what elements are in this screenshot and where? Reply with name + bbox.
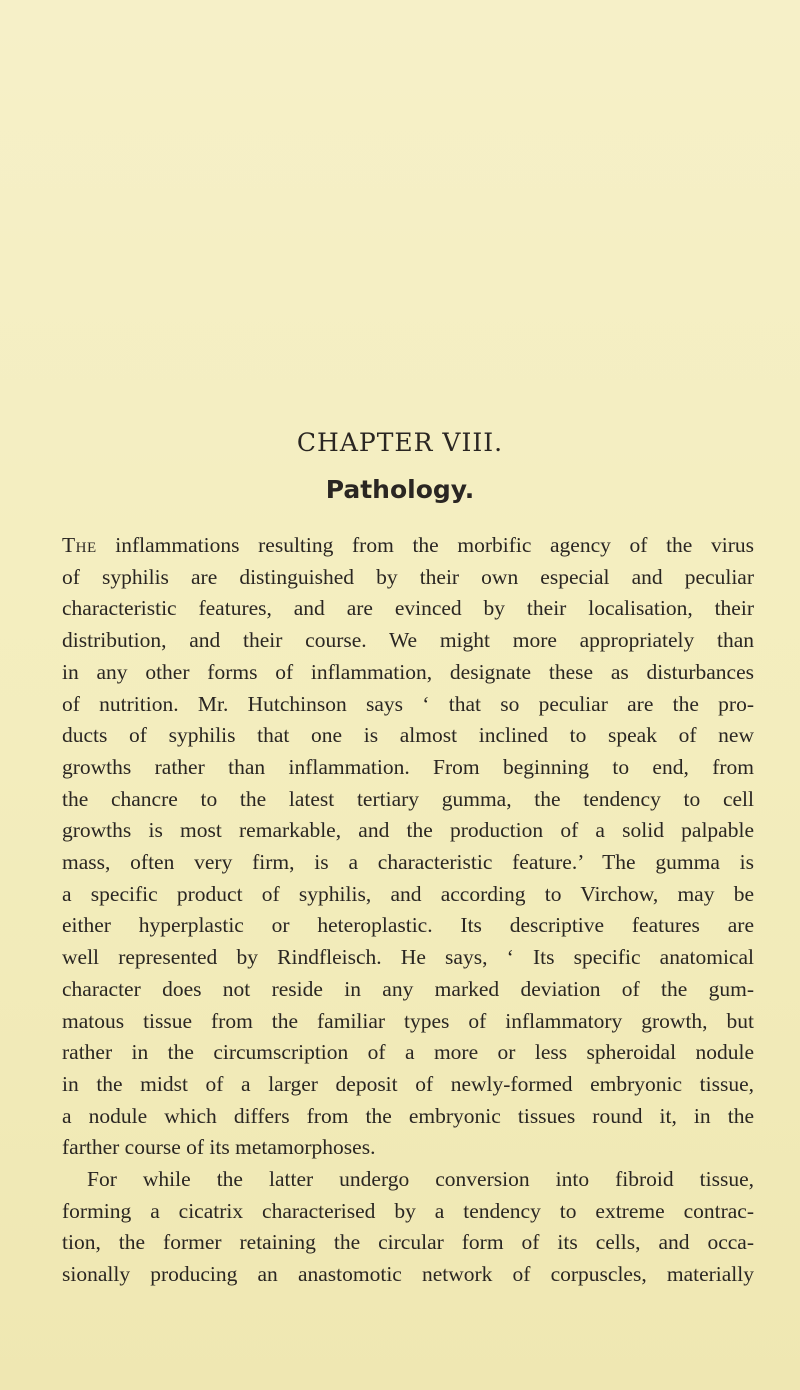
body-text [62,530,754,1291]
text-line: a nodule which differs from the embryonic tissues round it, in the [62,1103,754,1128]
text-line: tion, the former retaining the circular form of its cells, and occa- [62,1230,754,1255]
chapter-heading: CHAPTER VIII. [296,428,504,457]
text-line: distribution, and their course. We might more appropriately than [62,628,754,653]
section-title: Pathology. [325,475,475,504]
text-line: The inflammations resulting from the morbific agency of the virus [62,533,754,557]
text-line: character does not reside in any marked deviation of the gum- [62,976,754,1001]
text-line: of nutrition. Mr. Hutchinson says ‘ that so peculiar are the pro- [62,691,754,716]
text-line: of syphilis are distinguished by their own especial and peculiar [62,564,754,589]
text-line: farther course of its metamorphoses. [62,1135,376,1160]
text-line: rather in the circumscription of a more or less spheroidal nodule [62,1040,754,1065]
text-line: growths is most remarkable, and the production of a solid palpable [62,818,754,843]
text-line: mass, often very firm, is a characteristic feature.’ The gumma is [62,850,754,875]
text-line: ducts of syphilis that one is almost inclined to speak of new [62,723,754,748]
text-line: in any other forms of inflammation, designate these as disturbances [62,659,754,684]
text-line: characteristic features, and are evinced by their localisation, their [62,596,754,621]
text-line: either hyperplastic or heteroplastic. Its descriptive features are [62,913,754,938]
lead-word: The [62,533,97,557]
text-line: matous tissue from the familiar types of inflammatory growth, but [62,1008,754,1033]
text-line: For while the latter undergo conversion into fibroid tissue, [87,1167,754,1192]
text-line: in the midst of a larger deposit of newly-formed embryonic tissue, [62,1071,754,1096]
text-line: sionally producing an anastomotic network of corpuscles, materially [62,1262,754,1287]
text-line: the chancre to the latest tertiary gumma, the tendency to cell [62,786,754,811]
text-line: a specific product of syphilis, and according to Virchow, may be [62,881,754,906]
text-line: forming a cicatrix characterised by a tendency to extreme contrac- [62,1198,754,1223]
text-line: well represented by Rindfleisch. He says, ‘ Its specific anatomical [62,945,754,970]
text-line: growths rather than inflammation. From beginning to end, from [62,754,754,779]
